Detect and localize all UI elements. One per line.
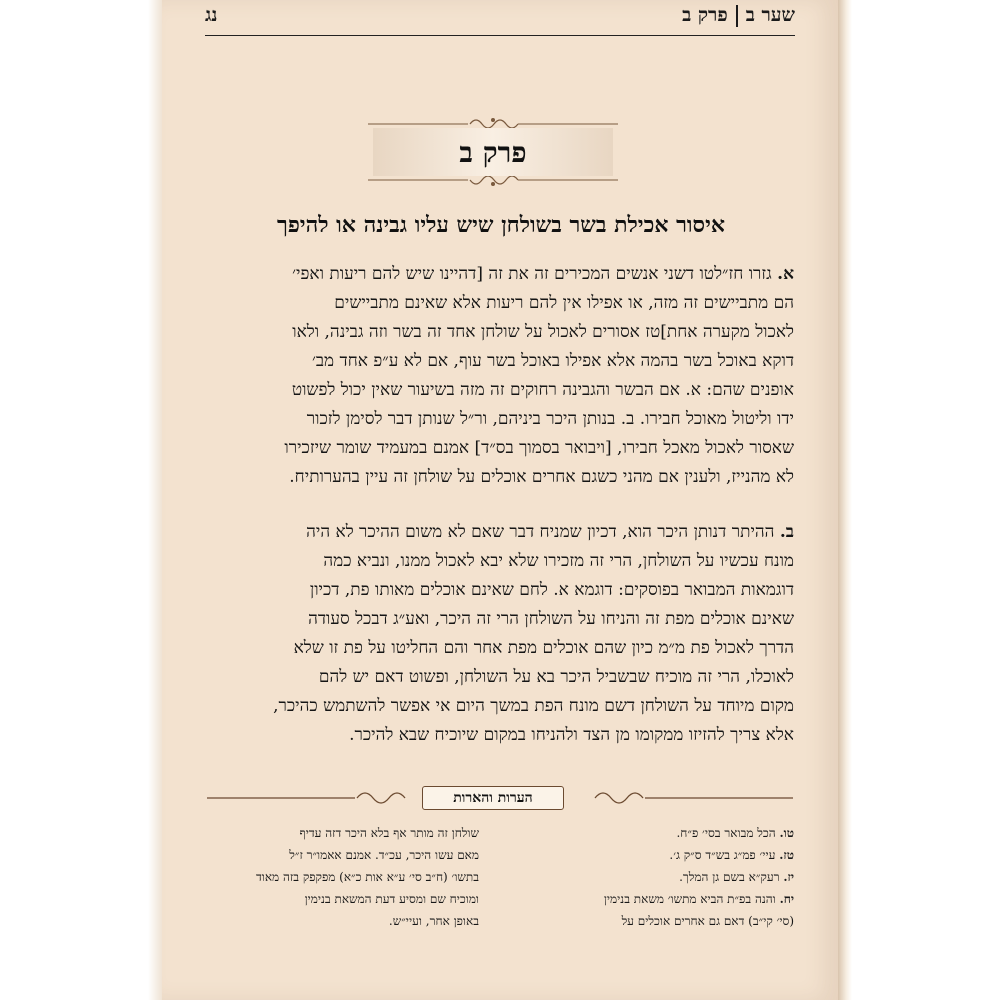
page-number: נג [205, 4, 218, 26]
running-head-separator [736, 5, 738, 27]
footnote-line: באופן אחר, ועיי״ש. [388, 914, 479, 928]
paragraph-line: לאוכלו, הרי זה מוכיח שבשביל היכר בא על השולחן, ופשוט דאם יש להם [318, 667, 794, 687]
paragraph-line: אופנים שהם: א. אם הבשר והגבינה רחוקים זה מזה בשיעור שאין יכול לפשוט [291, 380, 794, 400]
footnote-continued: (סי׳ קי״ב) דאם גם אחרים אוכלים על [621, 914, 794, 928]
paragraph-line: דוקא באוכל בשר בהמה אלא אפילו באוכל בשר עוף, אם לא ע״פ אחד מב׳ [311, 351, 794, 371]
page-gutter-shadow [148, 0, 162, 1000]
paragraph-line: שאסור לאכול מאכל חבירו, [ויבואר בסמוך בס״ד] אמנם במעמיד שומר שיזכירו [284, 438, 794, 458]
chapter-title: פרק ב [459, 136, 527, 169]
paragraph-line: לא מהנייז, ולענין אם מהני כשגם אחרים אוכלים על שולחן זה עיין בהערותיח. [289, 467, 794, 487]
paragraph-line: שאינם אוכלים מפת זה והניחו על השולחן הרי זה היכר, ואע״ג דבכל סעודה [308, 609, 794, 629]
paragraph-line: הם מתביישים זה מזה, או אפילו אין להם ריעות אלא שאינם מתביישים [334, 293, 794, 313]
paragraph-line: מקום מיוחד על השולחן דשם מונח הפת במשך היום אי אפשר להשתמש כהיכר, [273, 696, 794, 716]
paragraph-number: ב. [779, 522, 794, 542]
paragraph-line: הדרך לאכול פת מ״מ כיון שהם אוכלים מפת אחר והם החליטו על פת זו שלא [293, 638, 794, 658]
footnotes [203, 822, 794, 942]
footnotes-left-column [203, 822, 479, 932]
footnote-line: בתשו׳ (ח״ב סי׳ ע״א אות כ״א) מפקפק בזה מאוד [256, 870, 479, 884]
paragraph-number: א. [777, 264, 794, 284]
paragraph-bet [203, 518, 794, 750]
running-head [205, 4, 795, 34]
running-head-title [682, 4, 795, 27]
ornament-top-icon [358, 116, 628, 128]
section-heading: איסור אכילת בשר בשולחן שיש עליו גבינה או להיפך [277, 212, 725, 238]
notes-heading: הערות והארות [422, 786, 564, 810]
ornament-bottom-icon [358, 176, 628, 188]
paragraph-aleph [203, 260, 794, 492]
paragraph-line: מונח עכשיו על השולחן, הרי זה מזכירו שלא יבא לאכול ממנו, ונביא כמה [323, 551, 794, 571]
footnote-line: שולחן זה מותר אף בלא היכר דזה עדיף [299, 826, 479, 840]
chapter-title-box [358, 116, 628, 188]
header-rule [205, 35, 795, 36]
paragraph-line: ידו וליטול מאוכל חבירו. ב. בנותן היכר ביניהם, ור״ל שנותן דבר לסימן לזכור [306, 409, 794, 429]
footnote: טז. עיי׳ פמ״ג בש״ד ס״ק ג׳. [669, 848, 794, 862]
paragraph-line: א. גזרו חז״לטו דשני אנשים המכירים זה את זה [דהיינו שיש להם ריעות ואפי׳ [292, 264, 794, 284]
footnote-line: ומוכיח שם ומסיע דעת המשאת בנימין [304, 892, 479, 906]
paragraph-line: ב. ההיתר דנותן היכר הוא, דכיון שמניח דבר שאם לא משום ההיכר לא היה [306, 522, 794, 542]
paragraph-line: אלא צריך להזיזו ממקומו מן הצד ולהניחו במקום שיוכיח שבא להיכר. [349, 725, 794, 745]
running-head-gate: שער ב [745, 4, 795, 26]
book-spine-edge [838, 0, 852, 1000]
footnote: יז. רעק״א בשם גן המלך. [679, 870, 794, 884]
running-head-chapter: פרק ב [682, 4, 728, 26]
footnotes-right-column [518, 822, 794, 932]
footnote: יח. והנה בפ״ת הביא מתשו׳ משאת בנימין [603, 892, 794, 906]
footnote-line: מאם עשו היכר, עכ״ד. אמנם אאמו״ר ז״ל [289, 848, 479, 862]
paragraph-line: דוגמאות המבואר בפוסקים: דוגמא א. לחם שאינם אוכלים מאותו פת, דכיון [309, 580, 794, 600]
paragraph-line: לאכול מקערה אחת]טז אסורים לאכול על שולחן אחד זה בשר וזה גבינה, ולאו [292, 322, 794, 342]
footnote: טו. הכל מבואר בסי׳ פ״ח. [676, 826, 794, 840]
